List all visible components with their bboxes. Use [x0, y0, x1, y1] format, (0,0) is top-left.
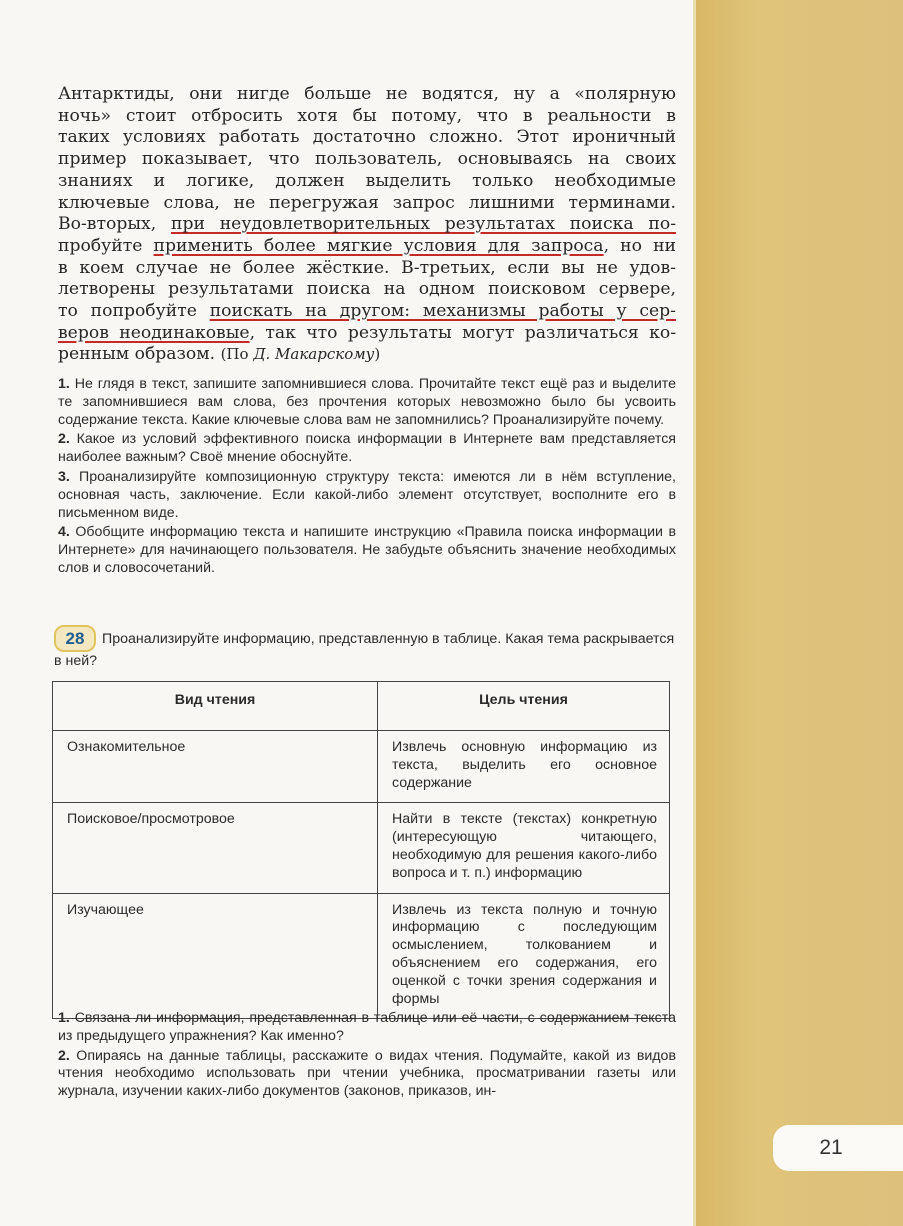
task-text: Какое из условий эффективного поиска информации в Интернете вам представляется наиболее важным? Своё мнение обоснуйте.: [58, 431, 676, 466]
exercise-text: Проанализируйте информацию, представленную в таблице. Какая тема раскрывается в ней?: [54, 631, 675, 669]
task-number: 2.: [58, 1047, 70, 1064]
text-line: [58, 344, 676, 366]
task-number: 1.: [58, 376, 70, 392]
tasks-list: [58, 376, 676, 580]
text-line: пример показывает, что пользователь, основываясь на своих: [58, 149, 676, 170]
text-line: [58, 214, 676, 236]
task-text: Опираясь на данные таблицы, расскажите о видах чтения. Подумайте, какой из видов чтения необходимо использовать при чтении учебника, просматривании газеты или журнала, изучении каких-либо документов (законов, приказов, ин-: [58, 1047, 676, 1100]
task-item: [58, 431, 676, 467]
reading-types-table: [52, 681, 670, 1019]
text-line: таких условиях работать достаточно сложно. Этот ироничный: [58, 127, 676, 148]
task-number: 4.: [58, 524, 70, 541]
tasks-list: [58, 1010, 676, 1103]
text-span: ренным образом.: [58, 344, 216, 365]
page-margin-strip: [693, 0, 903, 1226]
exercise-number-badge: 28: [54, 625, 96, 652]
table-row: [53, 803, 670, 893]
underlined-phrase: при неудовлетворительных результатах поиска по-: [170, 214, 677, 235]
text-line: в коем случае не более жёсткие. В-третьих, если вы не удов-: [58, 257, 676, 278]
task-item: [58, 1010, 676, 1046]
task-text: Не глядя в текст, запишите запомнившиеся слова. Прочитайте текст ещё раз и выделите те запомнившиеся вам слова, без прочтения которых невозможно было бы усвоить содержание текста. Какие ключевые слова вам не запомнились? Проанализируйте почему.: [58, 376, 676, 428]
task-number: 2.: [58, 431, 70, 448]
text-line: [58, 323, 676, 345]
text-line: [58, 236, 676, 258]
table-cell: Поисковое/просмотровое: [53, 803, 378, 893]
text-line: Антарктиды, они нигде больше не водятся, ну а «полярную: [58, 84, 676, 104]
page-number-tab: [773, 1125, 903, 1171]
attribution: (По Д. Макарскому): [220, 345, 381, 364]
table-cell: Изучающее: [53, 893, 378, 1019]
task-text: Обобщите информацию текста и напишите инструкцию «Правила поиска информации в Интернете» для начинающего пользователя. Не забудьте объяснить значение необходимых слов и словосочетаний.: [58, 524, 676, 576]
main-text: [58, 84, 676, 366]
table-cell: Найти в тексте (текстах) конкретную (интересующую читающего, необходимую для решения какого-либо вопроса и т. п.) информацию: [378, 803, 670, 893]
underlined-phrase: применить более мягкие условия для запроса: [153, 235, 604, 256]
text-span: пробуйте: [58, 235, 154, 256]
task-item: [58, 376, 676, 429]
task-item: [58, 469, 676, 522]
text-line: [58, 301, 676, 323]
text-span: , но ни: [603, 235, 676, 256]
task-text: Проанализируйте композиционную структуру текста: имеются ли в нём вступление, основная часть, заключение. Если какой-либо элемент отсутствует, восполните его в письменном виде.: [58, 468, 676, 521]
task-item: [58, 1048, 676, 1101]
task-number: 1.: [58, 1010, 70, 1026]
page-number: 21: [819, 1136, 843, 1159]
text-span: Во-вторых,: [58, 214, 171, 235]
table-header: Вид чтения: [53, 682, 378, 731]
text-line: ключевые слова, не перегружая запрос лишними терминами.: [58, 192, 676, 213]
underlined-phrase: поискать на другом: механизмы работы у сер-: [209, 301, 676, 322]
text-line: летворены результатами поиска на одном поисковом сервере,: [58, 279, 676, 300]
exercise-heading: [54, 625, 676, 670]
task-number: 3.: [58, 468, 70, 485]
table-header: Цель чтения: [378, 682, 670, 731]
table-row: [53, 731, 670, 803]
table-row: [53, 893, 670, 1019]
table-cell: Извлечь основную информацию из текста, выделить его основное содержание: [378, 731, 670, 803]
text-line: знаниях и логике, должен выделить только необходимые: [58, 170, 676, 191]
task-text: Связана ли информация, представленная в таблице или её части, с содержанием текста из предыдущего упражнения? Как именно?: [58, 1010, 676, 1044]
table-header-row: [53, 682, 670, 731]
table-cell: Извлечь из текста полную и точную информацию с последующим осмыслением, толкованием и объяснением его содержания, его оценкой с точки зрения содержания и формы: [378, 893, 670, 1019]
task-item: [58, 524, 676, 577]
text-span: , так что результаты могут различаться ко-: [249, 322, 676, 343]
table-cell: Ознакомительное: [53, 731, 378, 803]
text-span: то попробуйте: [58, 301, 210, 322]
attribution-author: Д. Макарскому: [253, 345, 375, 364]
underlined-phrase: веров неодинаковые: [58, 322, 250, 343]
text-line: ночь» стоит отбросить хотя бы потому, что в реальности в: [58, 105, 676, 126]
